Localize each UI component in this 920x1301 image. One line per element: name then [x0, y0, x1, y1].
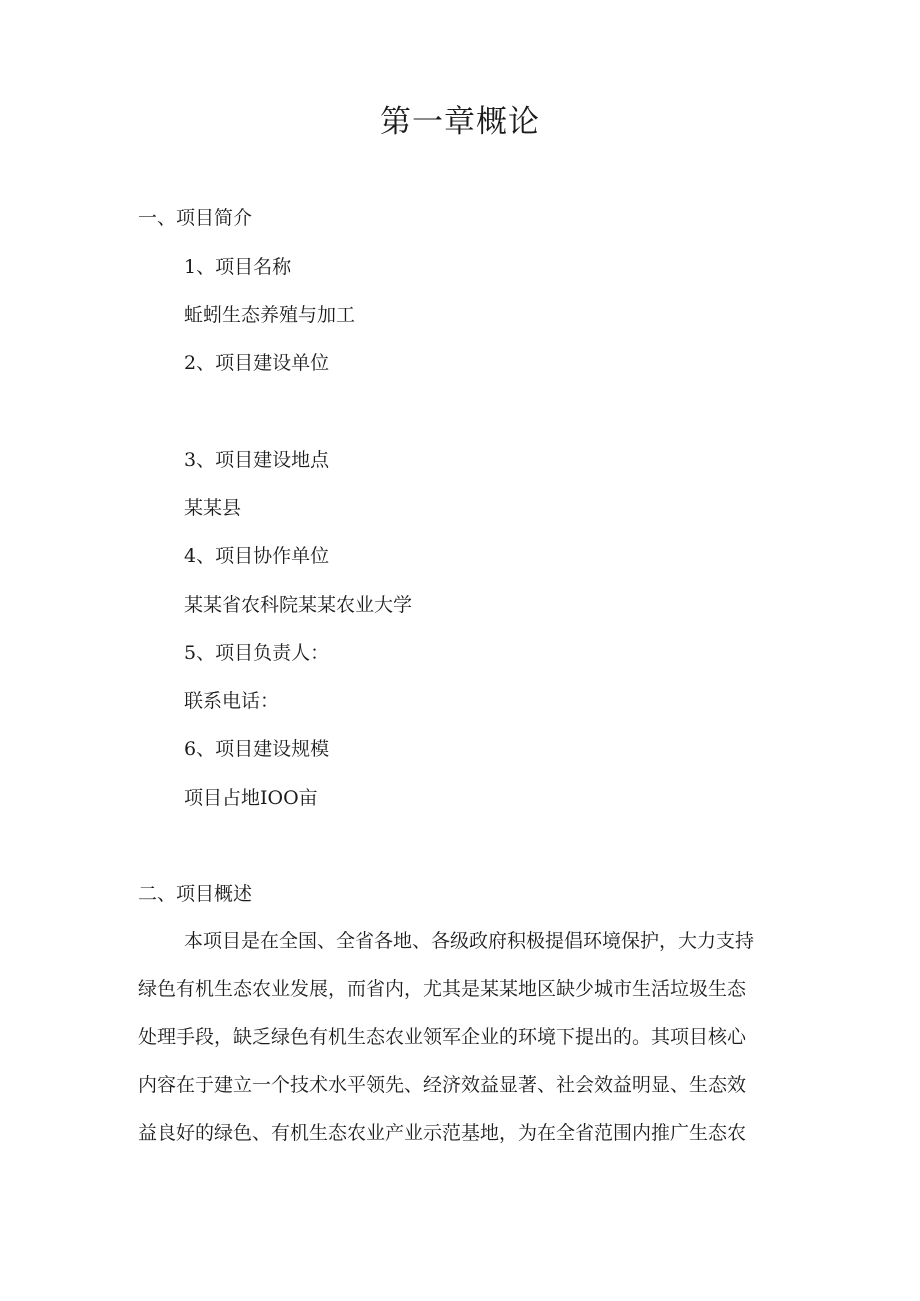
- item-label-project-leader: 5、项目负责人：: [184, 642, 330, 664]
- item-label-construction-unit: 2、项目建设单位: [184, 352, 330, 374]
- item-value-construction-scale: 项目占地IOO亩: [184, 787, 318, 809]
- section-heading-project-overview: 二、项目概述: [138, 883, 253, 905]
- paragraph-line: 内容在于建立一个技术水平领先、经济效益显著、社会效益明显、生态效: [138, 1074, 747, 1096]
- paragraph-line: 绿色有机生态农业发展，而省内，尤其是某某地区缺少城市生活垃圾生态: [138, 978, 747, 1000]
- item-label-construction-site: 3、项目建设地点: [184, 449, 330, 471]
- paragraph-line: 本项目是在全国、全省各地、各级政府积极提倡环境保护，大力支持: [184, 930, 755, 952]
- section-heading-project-intro: 一、项目简介: [138, 207, 253, 229]
- chapter-title: 第一章概论: [380, 104, 540, 140]
- overview-paragraph: [138, 917, 784, 1157]
- item-value-partner-unit: 某某省农科院某某农业大学: [184, 594, 413, 616]
- item-label-project-name: 1、项目名称: [184, 256, 292, 278]
- paragraph-line: 处理手段，缺乏绿色有机生态农业领军企业的环境下提出的。其项目核心: [138, 1026, 747, 1048]
- item-label-partner-unit: 4、项目协作单位: [184, 545, 330, 567]
- item-value-construction-site: 某某县: [184, 497, 242, 519]
- item-value-contact-phone: 联系电话：: [184, 690, 280, 712]
- item-value-project-name: 蚯蚓生态养殖与加工: [184, 304, 356, 326]
- paragraph-line: 益良好的绿色、有机生态农业产业示范基地，为在全省范围内推广生态农: [138, 1122, 747, 1144]
- item-label-construction-scale: 6、项目建设规模: [184, 738, 330, 760]
